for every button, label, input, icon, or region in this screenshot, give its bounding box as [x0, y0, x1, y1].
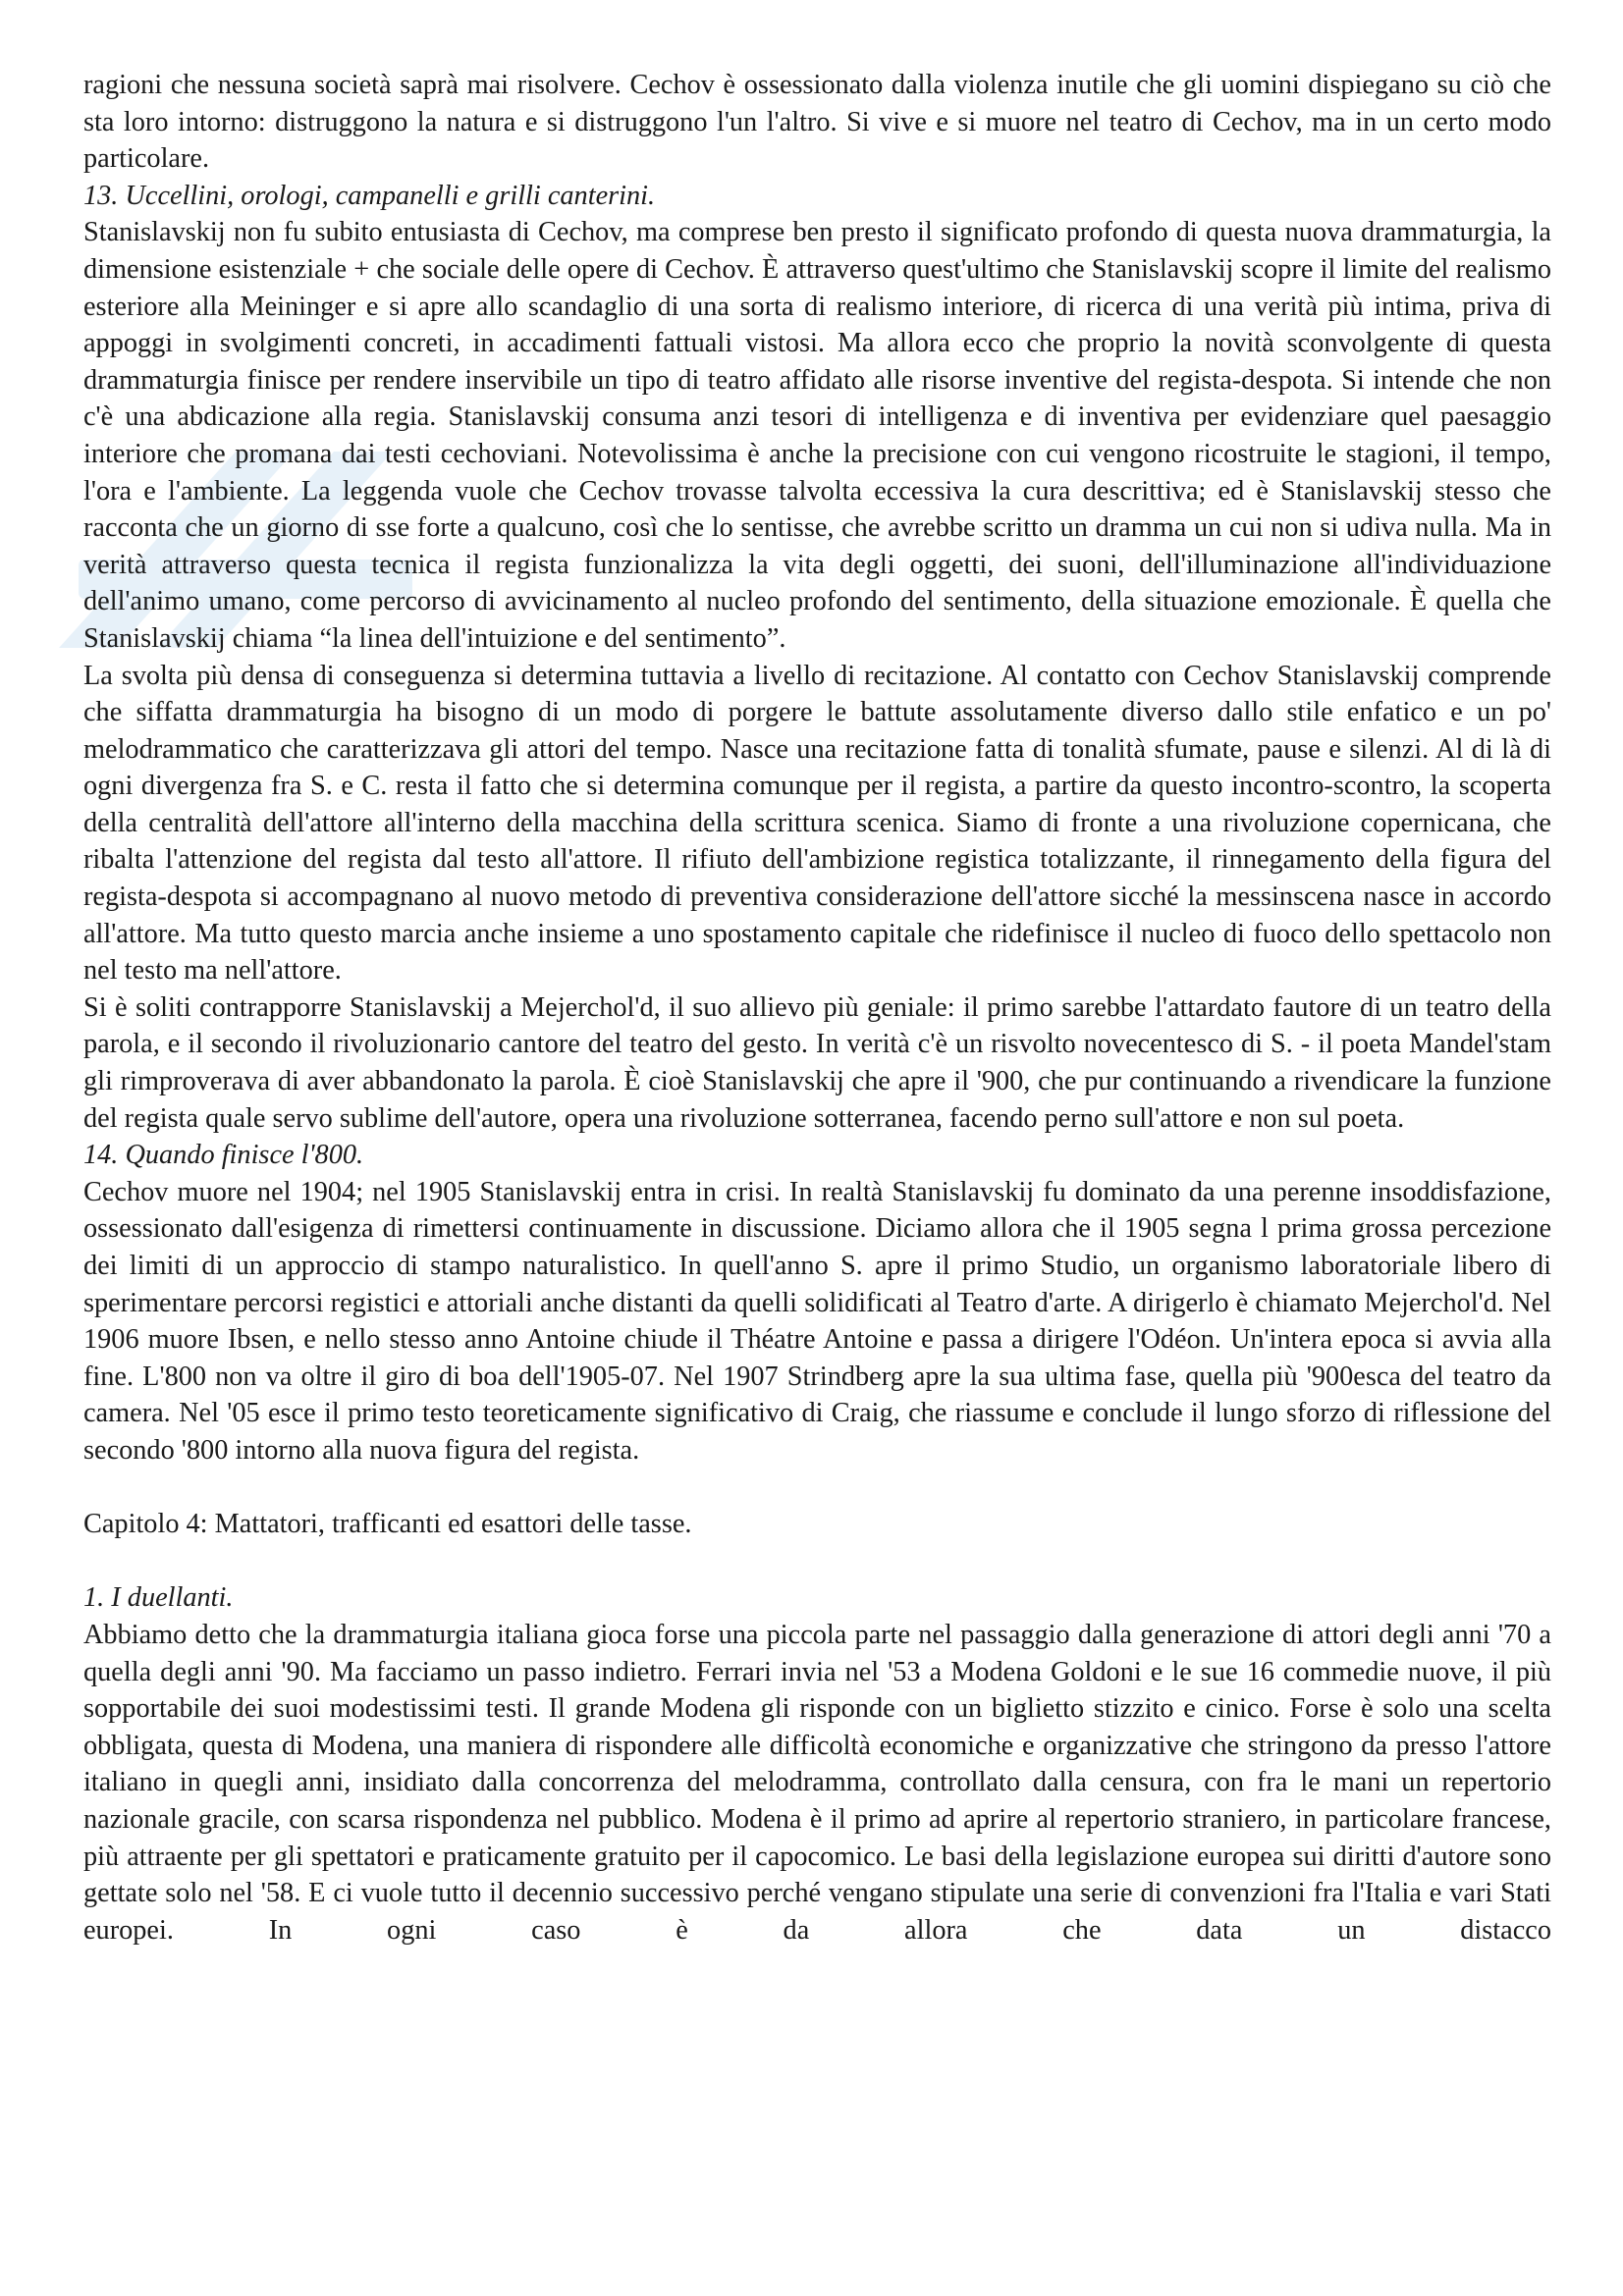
blank-line [83, 1469, 1551, 1507]
paragraph-mejerchold: Si è soliti contrapporre Stanislavskij a Mejerchol'd, il suo allievo più geniale: il primo sarebbe l'attardato fautore di un teatro della parola, e il secondo il rivoluzionario cantore del teatro del gesto. In verità c'è un risvolto novecentesco di S. - il poeta Mandel'stam gli rimproverava di aver abbandonato la parola. È cioè Stanislavskij che apre il '900, che pur continuando a rivendicare la funzione del regista quale servo sublime dell'autore, opera una rivoluzione sotterranea, facendo perno sull'attore e non sul poeta. [83, 991, 1551, 1134]
paragraph-intro: ragioni che nessuna società saprà mai risolvere. Cechov è ossessionato dalla violenza inutile che gli uomini dispiegano su ciò che sta loro intorno: distruggono la natura e si distruggono l'un l'altro. Si vive e si muore nel teatro di Cechov, ma in un certo modo particolare. [83, 70, 1551, 175]
section-heading-13: 13. Uccellini, orologi, campanelli e grilli canterini. [83, 180, 656, 211]
chapter-title: Capitolo 4: Mattatori, trafficanti ed esattori delle tasse. [83, 1509, 692, 1540]
paragraph-fine-800: Cechov muore nel 1904; nel 1905 Stanislavskij entra in crisi. In realtà Stanislavskij fu dominato da una perenne insoddisfazione, ossessionato dall'esigenza di rimettersi continuamente in discussione. Diciamo allora che il 1905 segna l prima grossa percezione dei limiti di un approccio di stampo naturalistico. In quell'anno S. apre il primo Studio, un organismo laboratoriale libero di sperimentare percorsi registici e attoriali anche distanti da quelli solidificati al Teatro d'arte. A dirigerlo è chiamato Mejerchol'd. Nel 1906 muore Ibsen, e nello stesso anno Antoine chiude il Théatre Antoine e passa a dirigere l'Odéon. Un'intera epoca si avvia alla fine. L'800 non va oltre il giro di boa dell'1905-07. Nel 1907 Strindberg apre la sua ultima fase, quella più '900esca del teatro da camera. Nel '05 esce il primo testo teoreticamente significativo di Craig, che riassume e conclude il lungo sforzo di riflessione del secondo '800 intorno alla nuova figura del regista. [83, 1176, 1551, 1466]
section-heading-14: 14. Quando finisce l'800. [83, 1140, 364, 1171]
section-heading-1: 1. I duellanti. [83, 1582, 234, 1614]
paragraph-recitazione: La svolta più densa di conseguenza si determina tuttavia a livello di recitazione. Al contatto con Cechov Stanislavskij comprende che siffatta drammaturgia ha bisogno di un modo di porgere le battute assolutamente diverso dallo stile enfatico e un po' melodrammatico che caratterizzava gli attori del tempo. Nasce una recitazione fatta di tonalità sfumate, pause e silenzi. Al di là di ogni divergenza fra S. e C. resta il fatto che si determina comunque per il regista, a partire da questo incontro-scontro, la scoperta della centralità dell'attore all'interno della macchina della scrittura scenica. Siamo di fronte a una rivoluzione copernicana, che ribalta l'attenzione del regista dal testo all'attore. Il rifiuto dell'ambizione registica totalizzante, il rinnegamento della figura del regista-despota si accompagnano al nuovo metodo di preventiva considerazione dell'attore sicché la messinscena nasce in accordo all'attore. Ma tutto questo marcia anche insieme a uno spostamento capitale che ridefinisce il nucleo di fuoco dello spettacolo non nel testo ma nell'attore. [83, 660, 1551, 987]
document-body [83, 67, 1551, 1949]
blank-line [83, 1543, 1551, 1580]
paragraph-duellanti: Abbiamo detto che la drammaturgia italiana gioca forse una piccola parte nel passaggio dalla generazione di attori degli anni '70 a quella degli anni '90. Ma facciamo un passo indietro. Ferrari invia nel '53 a Modena Goldoni e le sue 16 commedie nuove, il più sopportabile dei suoi modestissimi testi. Il grande Modena gli risponde con un biglietto stizzito e cinico. Forse è solo una scelta obbligata, questa di Modena, una maniera di rispondere alle difficoltà economiche e organizzative che stringono da presso l'attore italiano in quegli anni, insidiato dalla concorrenza del melodramma, controllato dalla censura, con fra le mani un repertorio nazionale gracile, con scarsa rispondenza nel pubblico. Modena è il primo ad aprire al repertorio straniero, in particolare francese, più attraente per gli spettatori e praticamente gratuito per il capocomico. Le basi della legislazione europea sui diritti d'autore sono gettate solo nel '58. E ci vuole tutto il decennio successivo perché vengano stipulate una serie di convenzioni fra l'Italia e vari Stati europei. In ogni caso è da allora che data un distacco [83, 1619, 1551, 1946]
paragraph-stanislavskij-cechov: Stanislavskij non fu subito entusiasta di Cechov, ma comprese ben presto il significato profondo di questa nuova drammaturgia, la dimensione esistenziale + che sociale delle opere di Cechov. È attraverso quest'ultimo che Stanislavskij scopre il limite del realismo esteriore alla Meininger e si apre allo scandaglio di una sorta di realismo interiore, di ricerca di una verità più intima, priva di appoggi in svolgimenti concreti, in accadimenti fattuali vistosi. Ma allora ecco che proprio la novità sconvolgente di questa drammaturgia finisce per rendere inservibile un tipo di teatro affidato alle risorse inventive del regista-despota. Si intende che non c'è una abdicazione alla regia. Stanislavskij consuma anzi tesori di intelligenza e di inventiva per evidenziare quel paesaggio interiore che promana dai testi cechoviani. Notevolissima è anche la precisione con cui vengono ricostruite le stagioni, il tempo, l'ora e l'ambiente. La leggenda vuole che Cechov trovasse talvolta eccessiva la cura descrittiva; ed è Stanislavskij stesso che racconta che un giorno di sse forte a qualcuno, così che lo sentisse, che avrebbe scritto un dramma un cui non si udiva nulla. Ma in verità attraverso questa tecnica il regista funzionalizza la vita degli oggetti, dei suoni, dell'illuminazione all'individuazione dell'animo umano, come percorso di avvicinamento al nucleo profondo del sentimento, della situazione emozionale. È quella che Stanislavskij chiama “la linea dell'intuizione e del sentimento”. [83, 217, 1551, 654]
